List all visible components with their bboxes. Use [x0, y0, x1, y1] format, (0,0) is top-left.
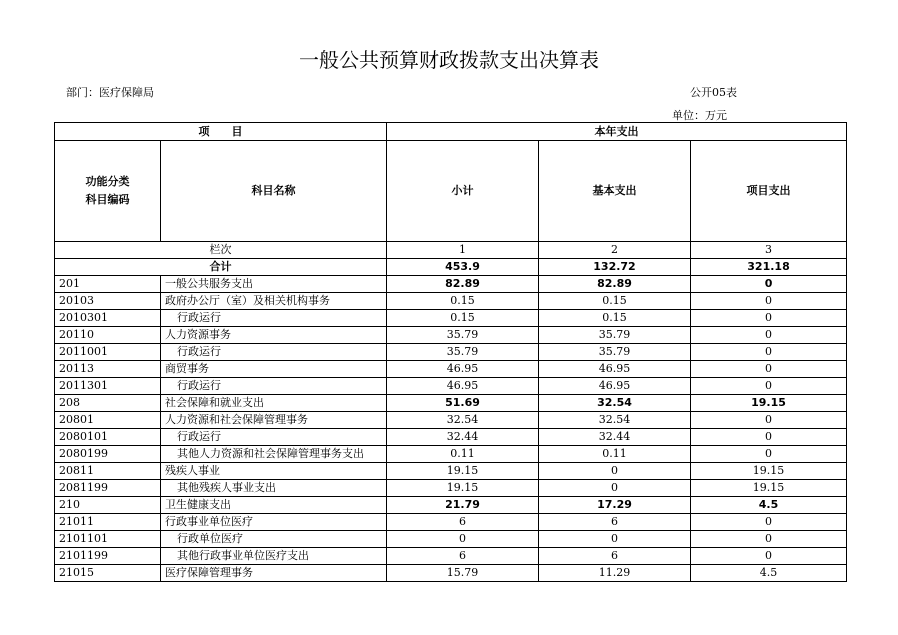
row-basic: 0.11 — [539, 446, 691, 463]
row-name: 行政单位医疗 — [161, 531, 387, 548]
row-project: 0 — [691, 548, 847, 565]
row-basic: 0 — [539, 480, 691, 497]
row-code: 21011 — [55, 514, 161, 531]
row-code: 2080199 — [55, 446, 161, 463]
row-project: 19.15 — [691, 480, 847, 497]
row-basic: 32.54 — [539, 412, 691, 429]
table-row — [55, 378, 847, 395]
row-subtotal: 6 — [387, 514, 539, 531]
row-project: 0 — [691, 361, 847, 378]
row-name: 行政运行 — [161, 344, 387, 361]
row-basic: 6 — [539, 514, 691, 531]
total-basic: 132.72 — [539, 259, 691, 276]
row-code: 2081199 — [55, 480, 161, 497]
row-code: 2011001 — [55, 344, 161, 361]
total-subtotal: 453.9 — [387, 259, 539, 276]
header-project: 项目支出 — [691, 141, 847, 242]
header-code-line2: 科目编码 — [85, 193, 130, 206]
row-basic: 0 — [539, 463, 691, 480]
table-row — [55, 276, 847, 293]
row-subtotal: 46.95 — [387, 378, 539, 395]
table-row — [55, 548, 847, 565]
row-basic: 17.29 — [539, 497, 691, 514]
row-name: 残疾人事业 — [161, 463, 387, 480]
row-name: 人力资源事务 — [161, 327, 387, 344]
row-basic: 46.95 — [539, 361, 691, 378]
column-index-row — [55, 242, 847, 259]
row-subtotal: 21.79 — [387, 497, 539, 514]
row-code: 20801 — [55, 412, 161, 429]
row-project: 0 — [691, 429, 847, 446]
row-subtotal: 19.15 — [387, 463, 539, 480]
expenditure-table — [54, 122, 847, 582]
row-code: 201 — [55, 276, 161, 293]
row-basic: 6 — [539, 548, 691, 565]
row-basic: 0.15 — [539, 293, 691, 310]
row-subtotal: 35.79 — [387, 327, 539, 344]
table-row — [55, 361, 847, 378]
row-basic: 35.79 — [539, 344, 691, 361]
row-code: 2101199 — [55, 548, 161, 565]
row-name: 一般公共服务支出 — [161, 276, 387, 293]
department-label: 部门：医疗保障局 — [66, 86, 154, 99]
row-name: 其他人力资源和社会保障管理事务支出 — [161, 446, 387, 463]
table-row — [55, 514, 847, 531]
total-row — [55, 259, 847, 276]
table-row — [55, 480, 847, 497]
row-project: 0 — [691, 327, 847, 344]
row-name: 医疗保障管理事务 — [161, 565, 387, 582]
row-project: 0 — [691, 446, 847, 463]
column-index-3: 3 — [691, 242, 847, 259]
form-number: 公开05表 — [690, 86, 737, 99]
header-item: 项 目 — [55, 123, 387, 141]
column-index-1: 1 — [387, 242, 539, 259]
column-index-2: 2 — [539, 242, 691, 259]
table-row — [55, 429, 847, 446]
total-project: 321.18 — [691, 259, 847, 276]
row-subtotal: 15.79 — [387, 565, 539, 582]
table-row — [55, 310, 847, 327]
row-name: 其他行政事业单位医疗支出 — [161, 548, 387, 565]
row-code: 20110 — [55, 327, 161, 344]
row-code: 2101101 — [55, 531, 161, 548]
header-name: 科目名称 — [161, 141, 387, 242]
row-code: 208 — [55, 395, 161, 412]
row-subtotal: 82.89 — [387, 276, 539, 293]
row-code: 210 — [55, 497, 161, 514]
row-name: 行政事业单位医疗 — [161, 514, 387, 531]
table-row — [55, 344, 847, 361]
row-subtotal: 32.54 — [387, 412, 539, 429]
table-row — [55, 463, 847, 480]
row-basic: 35.79 — [539, 327, 691, 344]
row-project: 0 — [691, 514, 847, 531]
row-project: 19.15 — [691, 395, 847, 412]
header-current-year: 本年支出 — [387, 123, 847, 141]
row-subtotal: 6 — [387, 548, 539, 565]
row-project: 0 — [691, 378, 847, 395]
table-row — [55, 446, 847, 463]
column-index-label: 栏次 — [55, 242, 387, 259]
row-project: 4.5 — [691, 565, 847, 582]
row-name: 商贸事务 — [161, 361, 387, 378]
row-code: 2010301 — [55, 310, 161, 327]
row-basic: 11.29 — [539, 565, 691, 582]
row-project: 19.15 — [691, 463, 847, 480]
header-code — [55, 141, 161, 242]
header-code-line1: 功能分类 — [85, 175, 130, 188]
header-basic: 基本支出 — [539, 141, 691, 242]
total-label: 合计 — [55, 259, 387, 276]
row-subtotal: 46.95 — [387, 361, 539, 378]
row-subtotal: 35.79 — [387, 344, 539, 361]
row-subtotal: 32.44 — [387, 429, 539, 446]
row-project: 0 — [691, 310, 847, 327]
row-code: 20113 — [55, 361, 161, 378]
row-code: 20811 — [55, 463, 161, 480]
row-code: 2011301 — [55, 378, 161, 395]
row-basic: 46.95 — [539, 378, 691, 395]
row-project: 0 — [691, 276, 847, 293]
row-name: 政府办公厅（室）及相关机构事务 — [161, 293, 387, 310]
row-basic: 82.89 — [539, 276, 691, 293]
row-basic: 32.44 — [539, 429, 691, 446]
row-code: 20103 — [55, 293, 161, 310]
row-project: 0 — [691, 344, 847, 361]
table-row — [55, 395, 847, 412]
row-name: 社会保障和就业支出 — [161, 395, 387, 412]
table-row — [55, 497, 847, 514]
row-code: 21015 — [55, 565, 161, 582]
row-basic: 0 — [539, 531, 691, 548]
row-name: 卫生健康支出 — [161, 497, 387, 514]
table-row — [55, 531, 847, 548]
row-subtotal: 0.15 — [387, 293, 539, 310]
table-row — [55, 412, 847, 429]
row-project: 4.5 — [691, 497, 847, 514]
header-subtotal: 小计 — [387, 141, 539, 242]
row-subtotal: 51.69 — [387, 395, 539, 412]
table-row — [55, 327, 847, 344]
header-row-columns — [55, 141, 847, 242]
row-subtotal: 0.15 — [387, 310, 539, 327]
row-name: 行政运行 — [161, 378, 387, 395]
table-row — [55, 293, 847, 310]
row-name: 人力资源和社会保障管理事务 — [161, 412, 387, 429]
row-code: 2080101 — [55, 429, 161, 446]
header-row-top — [55, 123, 847, 141]
row-name: 其他残疾人事业支出 — [161, 480, 387, 497]
row-name: 行政运行 — [161, 429, 387, 446]
row-name: 行政运行 — [161, 310, 387, 327]
row-project: 0 — [691, 531, 847, 548]
unit-label: 单位：万元 — [672, 109, 727, 122]
row-project: 0 — [691, 412, 847, 429]
page-title: 一般公共预算财政拨款支出决算表 — [299, 48, 599, 72]
row-subtotal: 19.15 — [387, 480, 539, 497]
row-subtotal: 0.11 — [387, 446, 539, 463]
row-basic: 0.15 — [539, 310, 691, 327]
row-basic: 32.54 — [539, 395, 691, 412]
row-subtotal: 0 — [387, 531, 539, 548]
row-project: 0 — [691, 293, 847, 310]
table-row — [55, 565, 847, 582]
